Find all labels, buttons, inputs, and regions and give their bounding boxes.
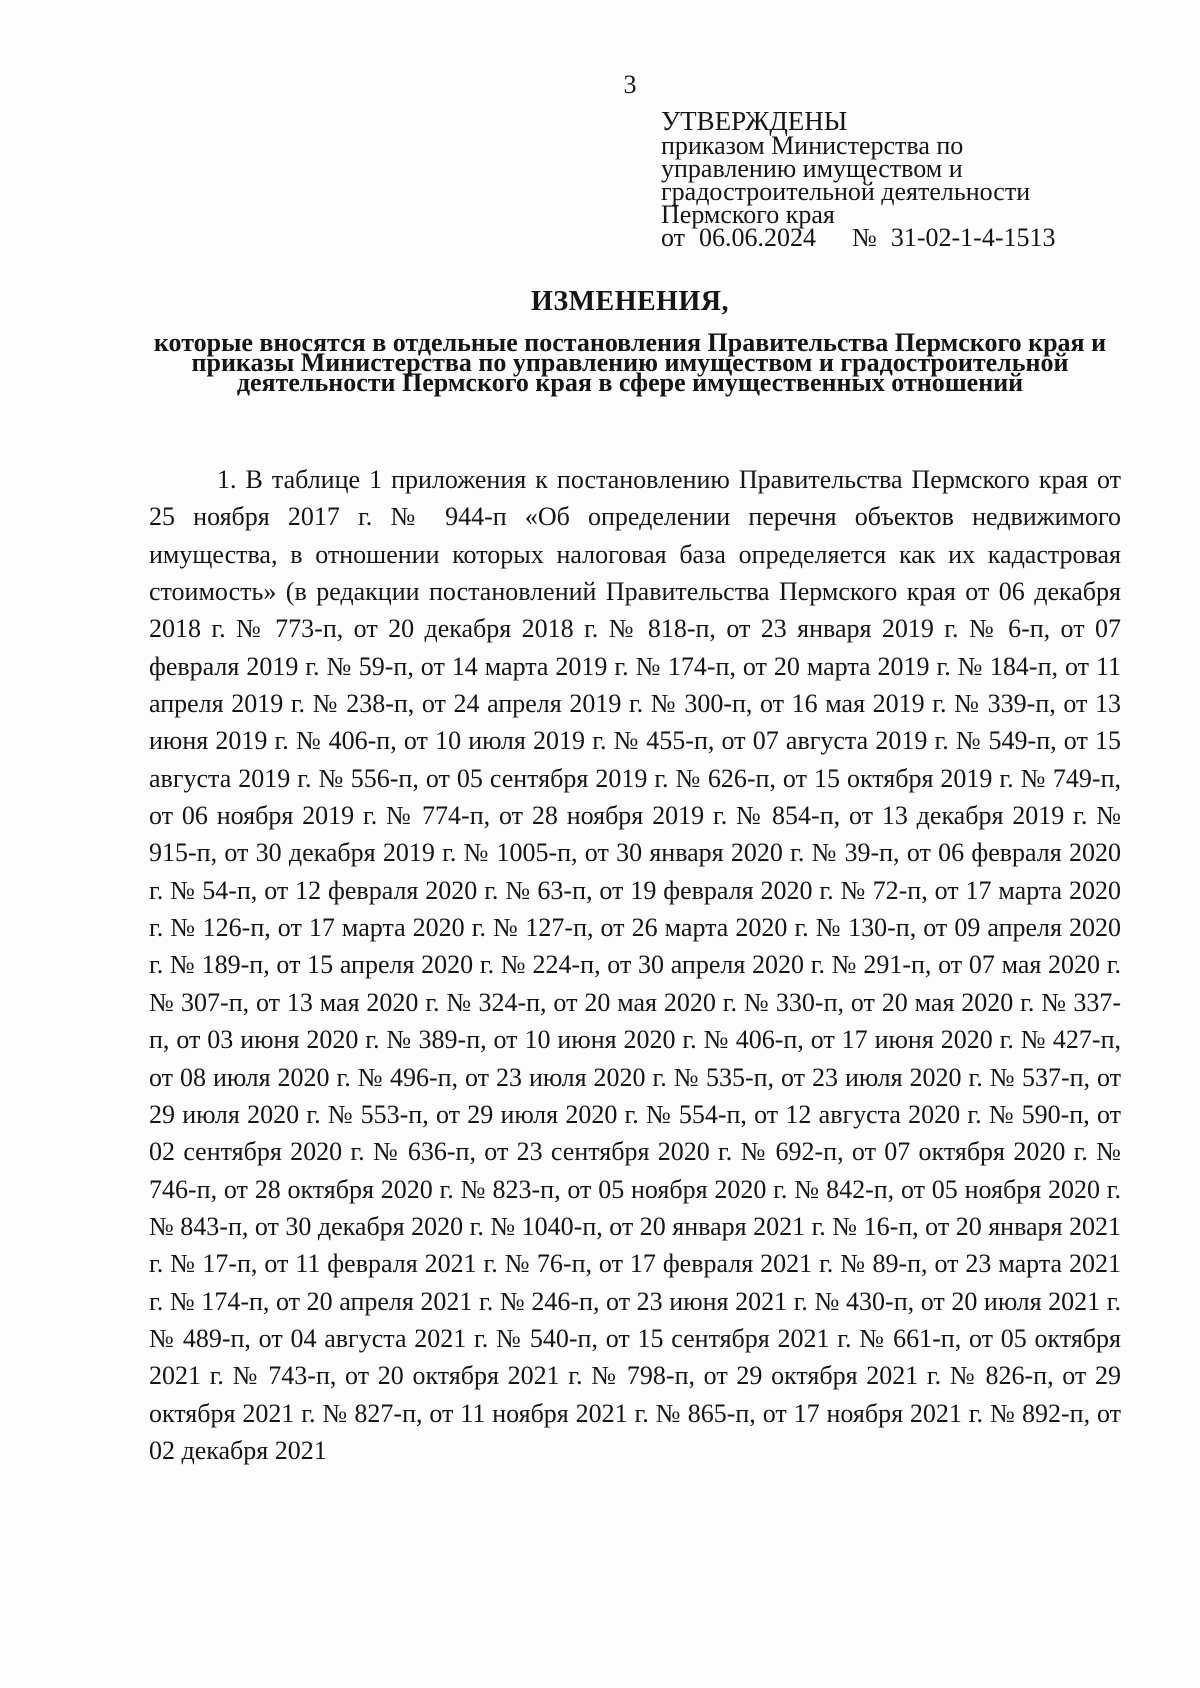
heading-subtitle: которые вносятся в отдельные постановления Правительства Пермского края и приказы Министерства по управлению имуществом и градостроительной деятельности Пермского края в сфере имущественных отношений xyxy=(153,328,1107,397)
page-number: 3 xyxy=(623,70,637,99)
approval-line: приказом Министерства по xyxy=(661,131,964,160)
document-body xyxy=(149,461,1121,1469)
approval-block xyxy=(661,106,1141,252)
approval-date-prefix: от xyxy=(661,223,686,252)
approval-line: управлению имуществом и xyxy=(661,154,963,183)
approval-number-sign: № xyxy=(852,223,877,252)
approval-line: градостроительной деятельности xyxy=(661,177,1031,206)
approval-label: УТВЕРЖДЕНЫ xyxy=(661,106,848,136)
approval-date: 06.06.2024 xyxy=(699,223,817,252)
document-heading xyxy=(140,286,1120,397)
heading-title: ИЗМЕНЕНИЯ, xyxy=(531,286,729,317)
body-paragraph: 1. В таблице 1 приложения к постановлению Правительства Пермского края от 25 ноября 2017 г. № 944-п «Об определении перечня объектов недвижимого имущества, в отношении которых налоговая база определяется как их кадастровая стоимость» (в редакции постановлений Правительства Пермского края от 06 декабря 2018 г. № 773-п, от 20 декабря 2018 г. № 818-п, от 23 января 2019 г. № 6-п, от 07 февраля 2019 г. № 59-п, от 14 марта 2019 г. № 174-п, от 20 марта 2019 г. № 184-п, от 11 апреля 2019 г. № 238-п, от 24 апреля 2019 г. № 300-п, от 16 мая 2019 г. № 339-п, от 13 июня 2019 г. № 406-п, от 10 июля 2019 г. № 455-п, от 07 августа 2019 г. № 549-п, от 15 августа 2019 г. № 556-п, от 05 сентября 2019 г. № 626-п, от 15 октября 2019 г. № 749-п, от 06 ноября 2019 г. № 774-п, от 28 ноября 2019 г. № 854-п, от 13 декабря 2019 г. № 915-п, от 30 декабря 2019 г. № 1005-п, от 30 января 2020 г. № 39-п, от 06 февраля 2020 г. № 54-п, от 12 февраля 2020 г. № 63-п, от 19 февраля 2020 г. № 72-п, от 17 марта 2020 г. № 126-п, от 17 марта 2020 г. № 127-п, от 26 марта 2020 г. № 130-п, от 09 апреля 2020 г. № 189-п, от 15 апреля 2020 г. № 224-п, от 30 апреля 2020 г. № 291-п, от 07 мая 2020 г. № 307-п, от 13 мая 2020 г. № 324-п, от 20 мая 2020 г. № 330-п, от 20 мая 2020 г. № 337-п, от 03 июня 2020 г. № 389-п, от 10 июня 2020 г. № 406-п, от 17 июня 2020 г. № 427-п, от 08 июля 2020 г. № 496-п, от 23 июля 2020 г. № 535-п, от 23 июля 2020 г. № 537-п, от 29 июля 2020 г. № 553-п, от 29 июля 2020 г. № 554-п, от 12 августа 2020 г. № 590-п, от 02 сентября 2020 г. № 636-п, от 23 сентября 2020 г. № 692-п, от 07 октября 2020 г. № 746-п, от 28 октября 2020 г. № 823-п, от 05 ноября 2020 г. № 842-п, от 05 ноября 2020 г. № 843-п, от 30 декабря 2020 г. № 1040-п, от 20 января 2021 г. № 16-п, от 20 января 2021 г. № 17-п, от 11 февраля 2021 г. № 76-п, от 17 февраля 2021 г. № 89-п, от 23 марта 2021 г. № 174-п, от 20 апреля 2021 г. № 246-п, от 23 июня 2021 г. № 430-п, от 20 июля 2021 г. № 489-п, от 04 августа 2021 г. № 540-п, от 15 сентября 2021 г. № 661-п, от 05 октября 2021 г. № 743-п, от 20 октября 2021 г. № 798-п, от 29 октября 2021 г. № 826-п, от 29 октября 2021 г. № 827-п, от 11 ноября 2021 г. № 865-п, от 17 ноября 2021 г. № 892-п, от 02 декабря 2021 xyxy=(149,465,1122,1465)
approval-number: 31-02-1-4-1513 xyxy=(890,223,1056,252)
approval-line: Пермского края xyxy=(661,200,835,229)
approval-date-line xyxy=(661,223,1141,252)
